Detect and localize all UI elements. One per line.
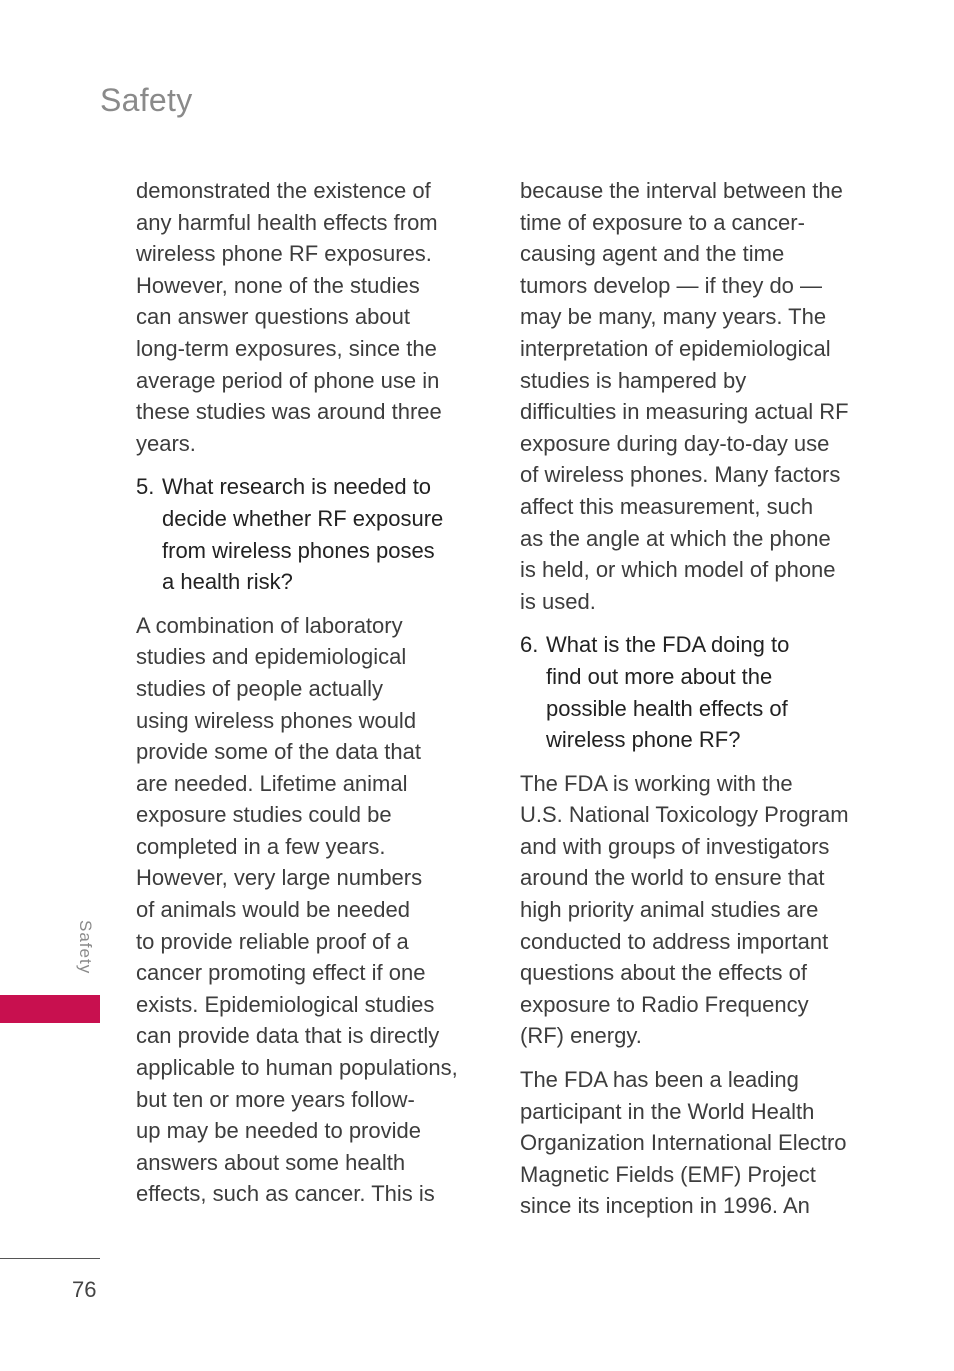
page-number: 76 xyxy=(72,1277,97,1302)
side-tab-label: Safety xyxy=(76,920,95,975)
question-6-text: What is the FDA doing to find out more about the possible health effects of wireless phone RF? xyxy=(546,632,790,753)
question-6 xyxy=(520,629,875,755)
question-6-number: 6. xyxy=(520,632,539,658)
right-paragraph-3: The FDA has been a leading participant in the World Health Organization International Electro Magnetic Fields (EMF) Project since its inception in 1996. An xyxy=(520,1067,847,1219)
question-5-text: What research is needed to decide whether RF exposure from wireless phones poses a health risk? xyxy=(162,474,444,595)
right-paragraph-2: The FDA is working with the U.S. National Toxicology Program and with groups of investigators around the world to ensure that high priority animal studies are conducted to address important questions about the effects of exposure to Radio Frequency (RF) energy. xyxy=(520,770,849,1049)
question-5-number: 5. xyxy=(136,474,155,500)
left-column xyxy=(136,175,486,1210)
side-tab-bar xyxy=(0,995,100,1023)
right-column xyxy=(520,175,875,1222)
left-paragraph-1: demonstrated the existence of any harmful health effects from wireless phone RF exposures. However, none of the studies can answer questions about long-term exposures, since the average period of phone use in these studies was around three years. xyxy=(136,178,442,456)
right-paragraph-1: because the interval between the time of exposure to a cancer- causing agent and the time tumors develop — if they do — may be many, many years. The interpretation of epidemiological studies is hampered by difficulties in measuring actual RF exposure during day-to-day use of wireless phones. Many factors affect this measurement, such as the angle at which the phone is held, or which model of phone is used. xyxy=(520,178,849,614)
footer-rule xyxy=(0,1258,100,1259)
page-title: Safety xyxy=(100,82,193,118)
question-5 xyxy=(136,471,486,597)
left-paragraph-2: A combination of laboratory studies and epidemiological studies of people actually using wireless phones would provide some of the data that are needed. Lifetime animal exposure studies could be completed in a few years. However, very large numbers of animals would be needed to provide reliable proof of a cancer promoting effect if one exists. Epidemiological studies can provide data that is directly applicable to human populations, but ten or more years follow- up may be needed to provide answers about some health effects, such as cancer. This is xyxy=(136,612,458,1207)
